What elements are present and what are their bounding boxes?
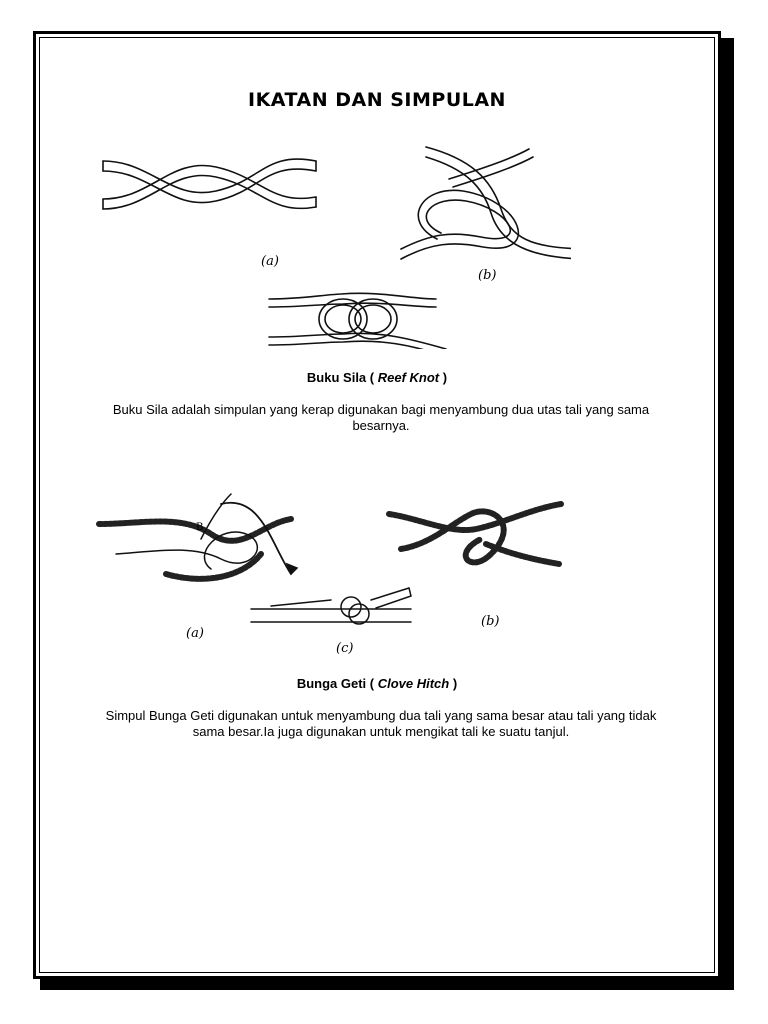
reef-knot-term: Reef Knot bbox=[377, 370, 440, 385]
clove-hitch-description: Simpul Bunga Geti digunakan untuk menyambung dua tali yang sama besar atau tali yang tidak sama besar.Ia juga digunakan untuk mengikat tali ke suatu tanjul. bbox=[105, 708, 657, 739]
clove-label-a: (a) bbox=[186, 626, 204, 641]
reef-knot-figure bbox=[91, 139, 571, 349]
reef-label-b: (b) bbox=[478, 268, 497, 283]
reef-knot-description: Buku Sila adalah simpulan yang kerap digunakan bagi menyambung dua utas tali yang sama besarnya. bbox=[112, 402, 650, 433]
page-title: IKATAN DAN SIMPULAN bbox=[248, 89, 506, 111]
reef-label-a: (a) bbox=[261, 254, 279, 269]
clove-label-b: (b) bbox=[481, 614, 500, 629]
reef-knot-name: Buku Sila bbox=[306, 370, 367, 385]
clove-hitch-term: Clove Hitch bbox=[377, 676, 450, 691]
clove-hitch-caption: Bunga Geti ( Clove Hitch ) bbox=[296, 676, 458, 691]
clove-label-c: (c) bbox=[336, 641, 354, 654]
clove-hitch-step-c-drawing bbox=[251, 588, 411, 624]
reef-knot-step-a-drawing bbox=[103, 159, 316, 209]
clove-hitch-name: Bunga Geti bbox=[296, 676, 367, 691]
document-page bbox=[33, 31, 721, 979]
clove-marker-b: B bbox=[196, 522, 204, 533]
clove-hitch-step-a-drawing bbox=[99, 494, 297, 579]
clove-hitch-step-b-drawing bbox=[389, 504, 561, 564]
reef-knot-step-c-drawing bbox=[269, 293, 446, 349]
reef-knot-caption: Buku Sila ( Reef Knot ) bbox=[306, 370, 448, 385]
reef-knot-step-b-drawing bbox=[401, 147, 571, 259]
clove-hitch-figure bbox=[91, 484, 591, 654]
